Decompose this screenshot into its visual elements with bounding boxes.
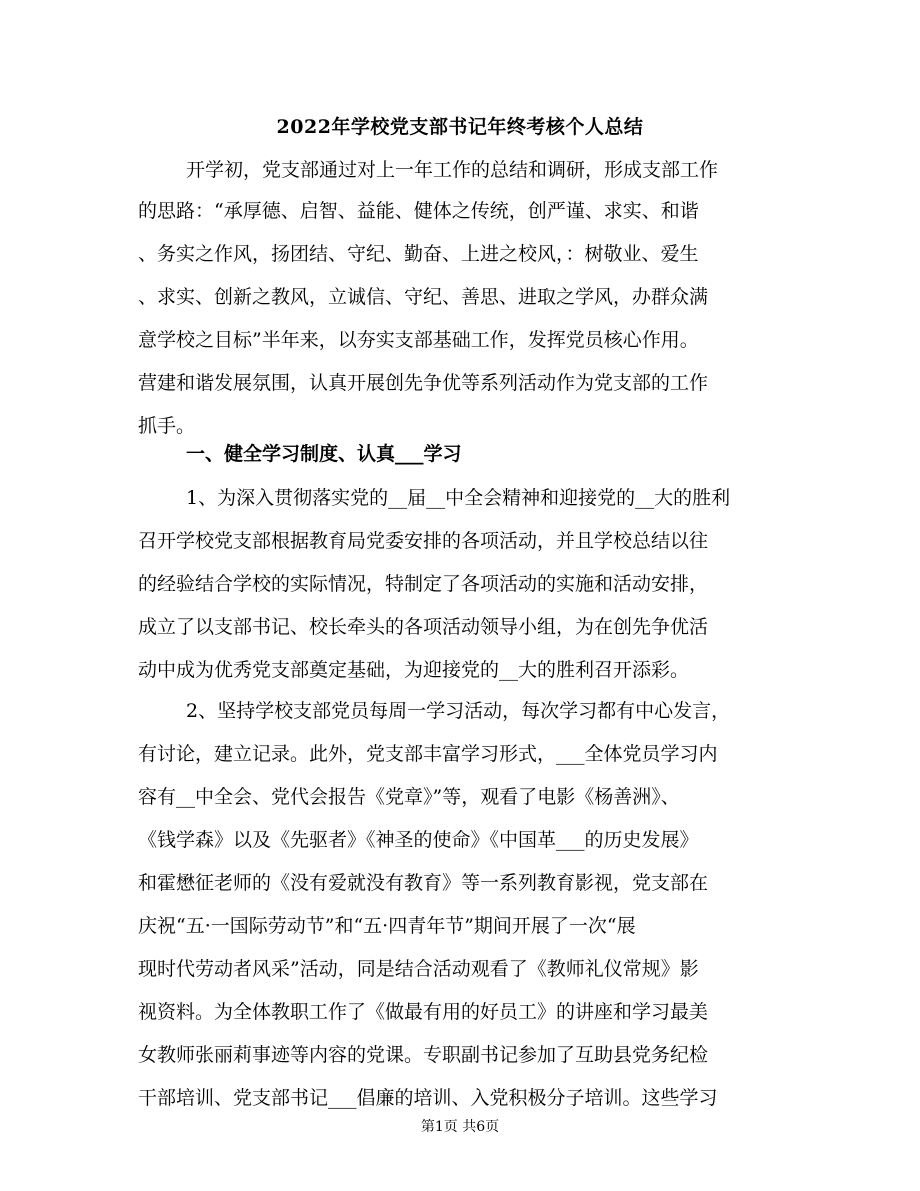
paragraph-line: 1、为深入贯彻落实党的__届__中全会精神和迎接党的__大的胜利 <box>186 487 731 509</box>
paragraph-line: 动中成为优秀党支部奠定基础，为迎接党的__大的胜利召开添彩。 <box>138 659 690 681</box>
paragraph-line: 现时代劳动者风采”活动，同是结合活动观看了《教师礼仪常规》影 <box>138 958 699 980</box>
paragraph-line: 和霍懋征老师的《没有爱就没有教育》等一系列教育影视，党支部在 <box>138 872 709 894</box>
paragraph-line: 有讨论，建立记录。此外，党支部丰富学习形式，___全体党员学习内 <box>138 743 718 765</box>
paragraph-line: 成立了以支部书记、校长牵头的各项活动领导小组，为在创先争优活 <box>138 616 709 638</box>
paragraph-line: 容有__中全会、党代会报告《党章》”等，观看了电影《杨善洲》、 <box>138 786 680 808</box>
paragraph-line: 营建和谐发展氛围，认真开展创先争优等系列活动作为党支部的工作 <box>138 372 709 394</box>
paragraph-line: 的经验结合学校的实际情况，特制定了各项活动的实施和活动安排， <box>138 573 709 595</box>
paragraph-line: 开学初，党支部通过对上一年工作的总结和调研，形成支部工作 <box>186 159 719 181</box>
paragraph-line: 抓手。 <box>138 415 196 437</box>
paragraph-line: 庆祝“五·一国际劳动节”和“五·四青年节”期间开展了一次“展 <box>138 915 636 937</box>
paragraph-line: 2、坚持学校支部党员每周一学习活动，每次学习都有中心发言， <box>186 700 731 722</box>
paragraph-line: 《钱学森》以及《先驱者》《神圣的使命》《中国革___的历史发展》 <box>138 829 699 851</box>
paragraph-line: 视资料。为全体教职工作了《做最有用的好员工》的讲座和学习最美 <box>138 1001 709 1023</box>
paragraph-line: 干部培训、党支部书记___倡廉的培训、入党积极分子培训。这些学习 <box>138 1087 718 1109</box>
paragraph-line: 、务实之作风，扬团结、守纪、勤奋、上进之校风，：树敬业、爱生 <box>138 243 699 265</box>
document-title: 2022年学校党支部书记年终考核个人总结 <box>276 116 644 138</box>
paragraph-line: 女教师张丽莉事迹等内容的党课。专职副书记参加了互助县党务纪检 <box>138 1044 709 1066</box>
page-footer: 第1页 共6页 <box>420 1119 500 1135</box>
paragraph-line: 意学校之目标”半年来，以夯实支部基础工作，发挥党员核心作用。 <box>138 329 699 351</box>
paragraph-line: 召开学校党支部根据教育局党委安排的各项活动，并且学校总结以往 <box>138 530 709 552</box>
paragraph-line: 的思路：“承厚德、启智、益能、健体之传统，创严谨、求实、和谐 <box>138 200 699 222</box>
paragraph-line: 、求实、创新之教风，立诚信、守纪、善思、进取之学风，办群众满 <box>138 286 709 308</box>
section-heading: 一、健全学习制度、认真___学习 <box>186 443 462 465</box>
